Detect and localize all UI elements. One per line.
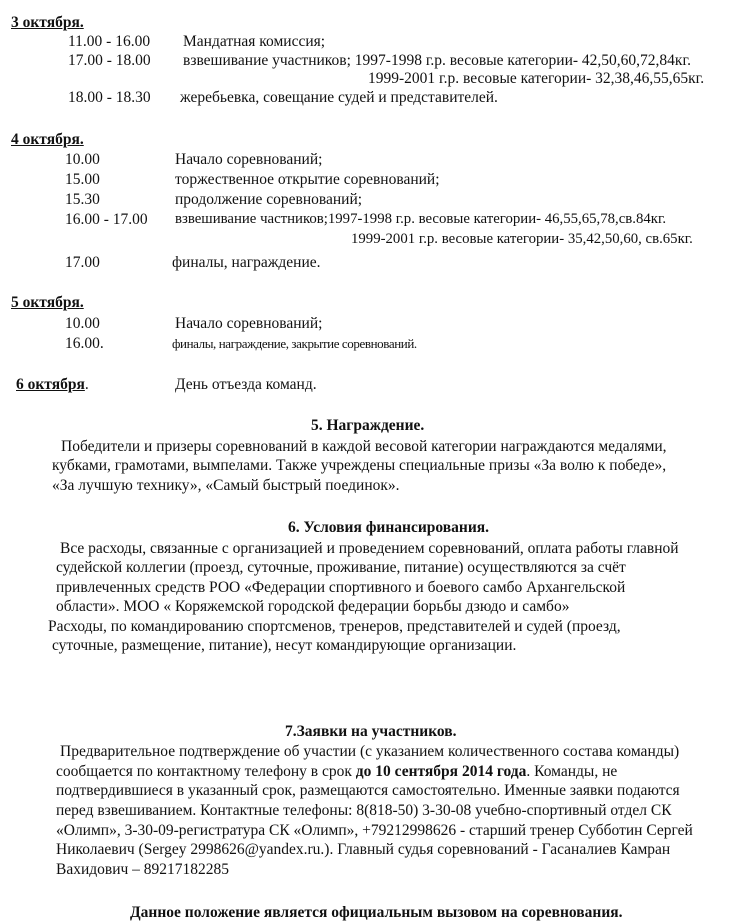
paragraph-line: области». МОО « Коряжемской городской федерации борьбы дзюдо и самбо» (56, 598, 570, 616)
paragraph-line: Предварительное подтверждение об участии (с указанием количественного состава команды) (60, 743, 680, 760)
paragraph-line: Николаевич (Sergey 2998626@yandex.ru.). Главный судья соревнований - Гасаналиев Камран (56, 841, 671, 859)
section-6-body (48, 539, 742, 655)
schedule-time: 11.00 - 16.00 (68, 33, 151, 50)
schedule-text: 1999-2001 г.р. весовые категории- 35,42,50,60, св.65кг. (351, 231, 693, 247)
paragraph-line: Победители и призеры соревнований в каждой весовой категории награждаются медалями, (61, 438, 667, 455)
schedule-text: финалы, награждение. (172, 254, 321, 271)
schedule-time: 16.00. (65, 335, 104, 352)
schedule-time: 18.00 - 18.30 (68, 89, 151, 106)
footer-note: Данное положение является официальным вызовом на соревнования. (130, 904, 623, 921)
day-heading-oct5: 5 октября. (11, 294, 84, 311)
paragraph-line: «За лучшую технику», «Самый быстрый поединок». (52, 476, 400, 494)
schedule-text: взвешивание частников;1997-1998 г.р. весовые категории- 46,55,65,78,св.84кг. (175, 211, 667, 227)
schedule-text: 1999-2001 г.р. весовые категории- 32,38,46,55,65кг. (368, 70, 705, 87)
paragraph-line: подтвердившиеся в указанный срок, размещаются самостоятельно. Именные заявки подаются (56, 782, 680, 800)
schedule-time: 15.00 (65, 171, 100, 188)
deadline-date: до 10 сентября 2014 года (355, 762, 527, 780)
day-heading-oct6: 6 октября. (16, 376, 89, 393)
schedule-text: жеребьевка, совещание судей и представителей. (180, 89, 498, 106)
paragraph-line: сообщается по контактному телефону в срок до 10 сентября 2014 года. Команды, не (56, 762, 618, 780)
paragraph-line: привлеченных средств РОО «Федерации спортивного и боевого самбо Архангельской (56, 578, 626, 596)
schedule-text: Начало соревнований; (175, 315, 323, 332)
paragraph-line: судейской коллегии (проезд, суточные, проживание, питание) осуществляются за счёт (56, 559, 626, 577)
schedule-time: 15.30 (65, 191, 100, 208)
schedule-time: 16.00 - 17.00 (65, 211, 148, 228)
schedule-time: 10.00 (65, 315, 100, 332)
paragraph-line: Все расходы, связанные с организацией и проведением соревнований, оплата работы главной (60, 540, 679, 557)
section-6-title: 6. Условия финансирования. (288, 519, 490, 536)
section-5-title: 5. Награждение. (311, 417, 425, 434)
schedule-time: 17.00 (65, 254, 100, 271)
day-heading-oct3: 3 октября. (11, 14, 84, 31)
paragraph-line: «Олимп», 3-30-09-регистратура СК «Олимп», +79212998626 - старший тренер Субботин Сергей (56, 821, 693, 839)
section-5-body (52, 437, 742, 495)
schedule-text: торжественное открытие соревнований; (175, 171, 440, 188)
schedule-text: Начало соревнований; (175, 151, 323, 168)
day-heading-oct4: 4 октября. (11, 131, 84, 148)
schedule-time: 17.00 - 18.00 (68, 52, 151, 69)
paragraph-line: суточные, размещение, питание), несут командирующие организации. (52, 636, 517, 654)
schedule-time: 10.00 (65, 151, 100, 168)
schedule-text: День отъезда команд. (175, 376, 317, 393)
section-7-body (52, 742, 742, 880)
paragraph-line: Вахидович – 89217182285 (56, 861, 230, 879)
schedule-text: взвешивание участников; 1997-1998 г.р. весовые категории- 42,50,60,72,84кг. (183, 52, 691, 69)
section-7-title: 7.Заявки на участников. (285, 723, 457, 740)
paragraph-line: перед взвешиванием. Контактные телефоны: 8(818-50) 3-30-08 учебно-спортивный отдел СК (56, 802, 672, 820)
schedule-text: финалы, награждение, закрытие соревнований. (172, 336, 417, 351)
paragraph-line: Расходы, по командированию спортсменов, тренеров, представителей и судей (проезд, (48, 617, 621, 635)
schedule-text: продолжение соревнований; (175, 191, 363, 208)
paragraph-line: кубками, грамотами, вымпелами. Также учреждены специальные призы «За волю к победе», (52, 457, 667, 475)
schedule-text: Мандатная комиссия; (183, 33, 326, 50)
